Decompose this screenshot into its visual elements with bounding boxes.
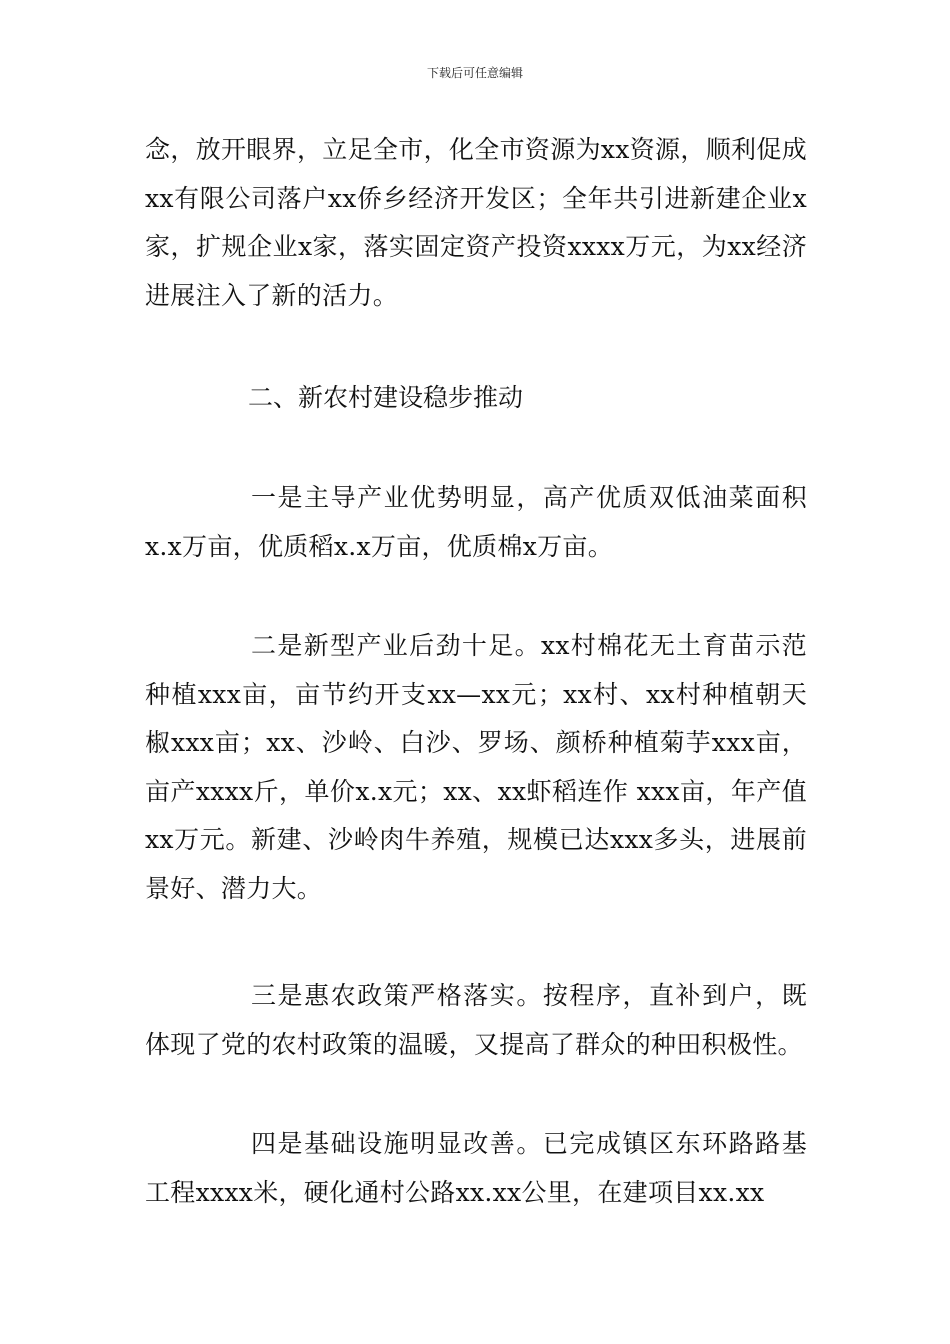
paragraph-leading-industry: 一是主导产业优势明显，高产优质双低油菜面积x.x万亩，优质稻x.x万亩，优质棉x万亩。 (145, 483, 807, 561)
paragraph-new-industry: 二是新型产业后劲十足。xx村棉花无土育苗示范种植xxx亩，亩节约开支xx—xx元；xx村、xx村种植朝天椒xxx亩；xx、沙岭、白沙、罗场、颜桥种植菊芋xxx亩，亩产xxxx斤，单价x.x元；xx、xx虾稻连作 xxx亩，年产值xx万元。新建、沙岭肉牛养殖，规模已达xxx多头，进展前景好、潜力大。 (145, 631, 807, 903)
paragraph-farm-policy: 三是惠农政策严格落实。按程序，直补到户，既体现了党的农村政策的温暖，又提高了群众的种田积极性。 (145, 981, 807, 1059)
section-heading-new-countryside: 二、新农村建设稳步推动 (248, 383, 524, 412)
page-header: 下载后可任意编辑 (426, 66, 523, 80)
paragraph-investment: 念，放开眼界，立足全市，化全市资源为xx资源，顺利促成xx有限公司落户xx侨乡经济开发区；全年共引进新建企业x家，扩规企业x家，落实固定资产投资xxxx万元，为xx经济进展注入了新的活力。 (145, 135, 807, 310)
paragraph-infrastructure: 四是基础设施明显改善。已完成镇区东环路路基工程xxxx米，硬化通村公路xx.xx公里，在建项目xx.xx (145, 1129, 807, 1207)
